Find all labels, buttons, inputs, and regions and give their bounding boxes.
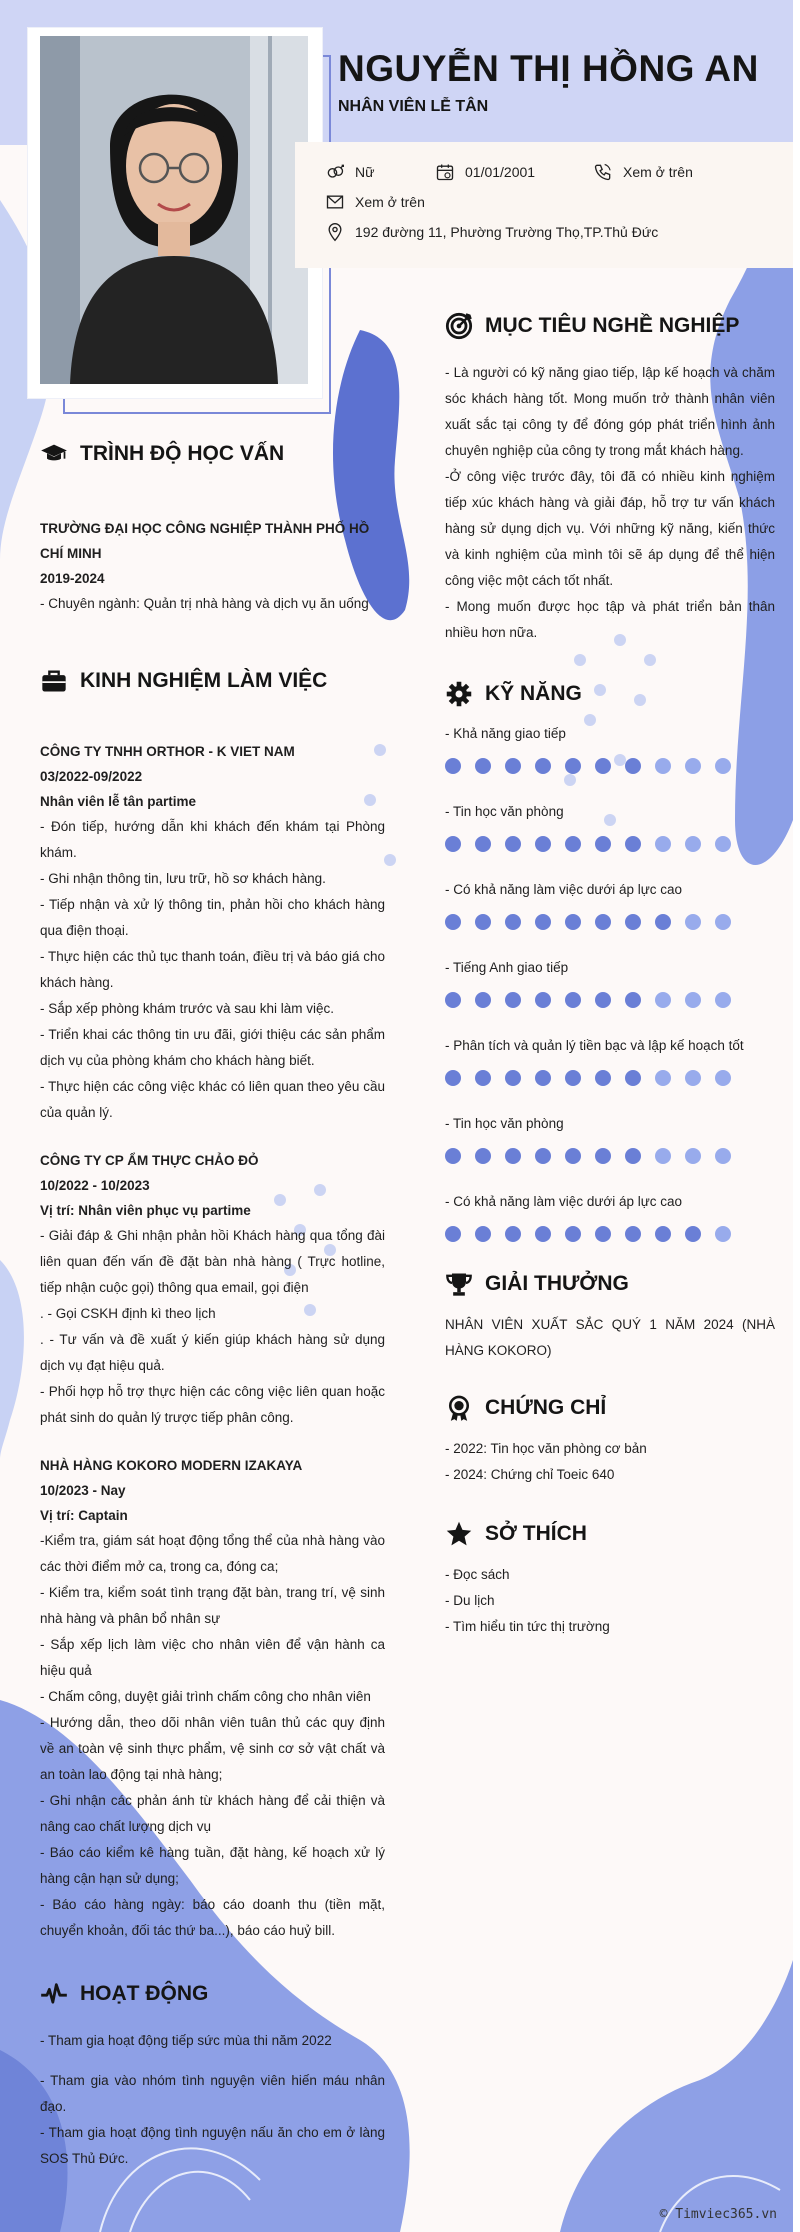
- address-text: 192 đường 11, Phường Trường Thọ,TP.Thủ Đức: [355, 224, 659, 240]
- certificates-section: [445, 1394, 775, 1488]
- star-icon: [445, 1520, 473, 1548]
- activities-title: HOẠT ĐỘNG: [80, 1982, 209, 2005]
- job-role: Nhân viên lễ tân partime: [40, 794, 197, 809]
- certificates-heading: [445, 1394, 775, 1422]
- left-column: [40, 440, 385, 2172]
- skill-rating-dot: [535, 1148, 551, 1164]
- skills-list: [445, 726, 775, 1242]
- job-detail: - Kiểm tra, kiểm soát tình trạng đặt bàn, trang trí, vệ sinh nhà hàng và phân bổ nhân sự: [40, 1585, 385, 1626]
- skill-rating-dot: [505, 1070, 521, 1086]
- skill-rating: [445, 914, 775, 930]
- hobbies-heading: [445, 1520, 775, 1548]
- calendar-icon: [435, 162, 455, 182]
- skill-rating-dot: [655, 758, 671, 774]
- skill-rating: [445, 992, 775, 1008]
- contact-address: [325, 222, 658, 242]
- target-icon: [445, 312, 473, 340]
- skill-rating-dot: [445, 1070, 461, 1086]
- skill-rating-dot: [565, 836, 581, 852]
- job-detail: . - Gọi CSKH định kì theo lịch: [40, 1306, 216, 1321]
- school-name: TRƯỜNG ĐẠI HỌC CÔNG NGHIỆP THÀNH PHỐ HỒ CHÍ MINH: [40, 521, 370, 561]
- skill-rating-dot: [565, 992, 581, 1008]
- education-heading: [40, 440, 385, 468]
- skill-rating-dot: [535, 914, 551, 930]
- skill-rating-dot: [685, 992, 701, 1008]
- job-detail: - Phối hợp hỗ trợ thực hiện các công việc liên quan hoặc phát sinh do quản lý trược tiếp phân công.: [40, 1384, 385, 1425]
- skill-rating-dot: [505, 1226, 521, 1242]
- skills-heading: [445, 680, 775, 708]
- skill-row: [445, 1038, 775, 1086]
- skill-rating-dot: [445, 1148, 461, 1164]
- skill-rating-dot: [685, 914, 701, 930]
- skill-name: - Khả năng giao tiếp: [445, 726, 566, 741]
- skill-rating-dot: [625, 1070, 641, 1086]
- hobbies-title: SỞ THÍCH: [485, 1522, 587, 1545]
- skill-rating: [445, 836, 775, 852]
- skill-rating-dot: [505, 758, 521, 774]
- contact-panel: [295, 142, 793, 268]
- job-entry: [40, 739, 385, 1126]
- objective-paragraph: - Mong muốn được học tập và phát triển bản thân nhiều hơn nữa.: [445, 599, 775, 640]
- job-detail: - Triển khai các thông tin ưu đãi, giới thiệu các sản phẩm dịch vụ của phòng khám cho khách hàng biết.: [40, 1027, 385, 1068]
- skill-row: [445, 960, 775, 1008]
- skill-rating-dot: [445, 1226, 461, 1242]
- job-period: 03/2022-09/2022: [40, 769, 143, 784]
- skill-rating-dot: [445, 914, 461, 930]
- trophy-icon: [445, 1270, 473, 1298]
- hobby-item: - Đọc sách: [445, 1567, 510, 1582]
- skills-title: KỸ NĂNG: [485, 682, 582, 705]
- location-pin-icon: [325, 222, 345, 242]
- skill-rating-dot: [565, 1226, 581, 1242]
- skill-rating: [445, 1148, 775, 1164]
- contact-email: [325, 192, 425, 212]
- skill-rating-dot: [535, 1226, 551, 1242]
- job-detail: - Báo cáo hàng ngày: báo cáo doanh thu (tiền mặt, chuyển khoản, đối tác thứ ba...), báo cáo huỷ bill.: [40, 1897, 385, 1938]
- skill-rating-dot: [475, 914, 491, 930]
- skill-rating: [445, 1070, 775, 1086]
- awards-title: GIẢI THƯỞNG: [485, 1272, 629, 1295]
- skill-rating-dot: [715, 1070, 731, 1086]
- education-major: - Chuyên ngành: Quản trị nhà hàng và dịch vụ ăn uống: [40, 596, 369, 611]
- education-period: 2019-2024: [40, 571, 105, 586]
- job-detail: - Ghi nhận các phản ánh từ khách hàng để cải thiện và nâng cao chất lượng dịch vụ: [40, 1793, 385, 1834]
- skill-name: - Phân tích và quản lý tiền bạc và lập kế hoạch tốt: [445, 1038, 744, 1053]
- experience-section: [40, 667, 385, 1944]
- skill-rating-dot: [715, 1148, 731, 1164]
- skill-row: [445, 726, 775, 774]
- envelope-icon: [325, 192, 345, 212]
- gender-icon: [325, 162, 345, 182]
- job-detail: - Hướng dẫn, theo dõi nhân viên tuân thủ các quy định về an toàn vệ sinh thực phẩm, vệ sinh cơ sở vật chất và an toàn lao động tại nhà hàng;: [40, 1715, 385, 1782]
- skill-rating-dot: [595, 992, 611, 1008]
- skill-rating-dot: [505, 992, 521, 1008]
- job-detail: - Sắp xếp phòng khám trước và sau khi làm việc.: [40, 1001, 335, 1016]
- skill-rating-dot: [505, 1148, 521, 1164]
- skill-name: - Tiếng Anh giao tiếp: [445, 960, 569, 975]
- skill-rating-dot: [655, 1148, 671, 1164]
- job-role: Vị trí: Nhân viên phục vụ partime: [40, 1203, 251, 1218]
- watermark: © Timviec365.vn: [659, 2207, 777, 2222]
- skill-name: - Tin học văn phòng: [445, 1116, 564, 1131]
- phone-icon: [593, 162, 613, 182]
- skill-rating-dot: [475, 992, 491, 1008]
- job-company: CÔNG TY TNHH ORTHOR - K VIET NAM: [40, 744, 295, 759]
- experience-heading: [40, 667, 385, 695]
- skill-rating-dot: [655, 992, 671, 1008]
- skill-row: [445, 1194, 775, 1242]
- activity-item: - Tham gia hoạt động tiếp sức mùa thi năm 2022: [40, 2033, 332, 2048]
- hobby-item: - Du lịch: [445, 1593, 495, 1608]
- right-column: [445, 300, 775, 1640]
- job-title: NHÂN VIÊN LỄ TÂN: [338, 98, 489, 115]
- job-role: Vị trí: Captain: [40, 1508, 128, 1523]
- skill-rating-dot: [655, 1070, 671, 1086]
- birthday-text: 01/01/2001: [465, 164, 536, 180]
- medal-icon: [445, 1394, 473, 1422]
- skill-rating-dot: [475, 836, 491, 852]
- graduation-cap-icon: [40, 440, 68, 468]
- objective-section: [445, 312, 775, 646]
- skill-rating-dot: [715, 914, 731, 930]
- candidate-name: NGUYỄN THỊ HỒNG AN: [338, 48, 759, 89]
- job-entry: [40, 1453, 385, 1944]
- objective-heading: [445, 312, 775, 340]
- job-company: CÔNG TY CP ẨM THỰC CHẢO ĐỎ: [40, 1153, 259, 1168]
- job-detail: - Chấm công, duyệt giải trình chấm công cho nhân viên: [40, 1689, 371, 1704]
- job-detail: - Sắp xếp lịch làm việc cho nhân viên để vận hành ca hiệu quả: [40, 1637, 385, 1678]
- skill-rating-dot: [535, 1070, 551, 1086]
- phone-text: Xem ở trên: [623, 164, 693, 180]
- email-text: Xem ở trên: [355, 194, 425, 210]
- skill-row: [445, 1116, 775, 1164]
- skill-rating-dot: [595, 914, 611, 930]
- skill-row: [445, 882, 775, 930]
- gender-text: Nữ: [355, 164, 375, 180]
- contact-gender: [325, 162, 374, 182]
- skill-rating-dot: [595, 1070, 611, 1086]
- hobby-item: - Tìm hiểu tin tức thị trường: [445, 1619, 610, 1634]
- job-detail: - Đón tiếp, hướng dẫn khi khách đến khám tại Phòng khám.: [40, 819, 385, 860]
- skill-rating-dot: [535, 992, 551, 1008]
- skill-rating-dot: [595, 1226, 611, 1242]
- skill-rating-dot: [685, 758, 701, 774]
- activities-section: [40, 1980, 385, 2172]
- skill-row: [445, 804, 775, 852]
- objective-title: MỤC TIÊU NGHỀ NGHIỆP: [485, 314, 740, 337]
- skill-rating-dot: [655, 836, 671, 852]
- briefcase-icon: [40, 667, 68, 695]
- skill-rating-dot: [535, 758, 551, 774]
- skill-rating-dot: [595, 836, 611, 852]
- profile-photo-illustration: [40, 36, 308, 384]
- skill-rating-dot: [625, 914, 641, 930]
- job-detail: - Báo cáo kiểm kê hàng tuần, đặt hàng, kế hoạch xử lý hàng cận hạn sử dụng;: [40, 1845, 385, 1886]
- skill-rating-dot: [505, 914, 521, 930]
- skill-name: - Tin học văn phòng: [445, 804, 564, 819]
- skill-rating-dot: [565, 1070, 581, 1086]
- skill-rating-dot: [685, 1070, 701, 1086]
- job-detail: - Giải đáp & Ghi nhận phản hồi Khách hàng qua tổng đài liên quan đến vấn đề đặt bàn nhà hàng ( Trực hotline, tiếp nhận cuộc gọi) thông qua email, gọi điện: [40, 1228, 385, 1295]
- photo-frame: [28, 28, 322, 398]
- job-company: NHÀ HÀNG KOKORO MODERN IZAKAYA: [40, 1458, 303, 1473]
- job-detail: -Kiểm tra, giám sát hoạt động tổng thể của nhà hàng vào các thời điểm mở ca, trong ca, đóng ca;: [40, 1533, 385, 1574]
- certificate-item: - 2024: Chứng chỉ Toeic 640: [445, 1467, 615, 1482]
- activity-item: - Tham gia vào nhóm tình nguyện viên hiến máu nhân đạo.: [40, 2073, 385, 2114]
- skill-rating-dot: [565, 1148, 581, 1164]
- hobbies-section: [445, 1520, 775, 1640]
- skill-rating-dot: [715, 836, 731, 852]
- skill-rating-dot: [715, 758, 731, 774]
- certificates-title: CHỨNG CHỈ: [485, 1396, 607, 1419]
- skill-rating-dot: [535, 836, 551, 852]
- job-detail: - Ghi nhận thông tin, lưu trữ, hồ sơ khách hàng.: [40, 871, 326, 886]
- gear-icon: [445, 680, 473, 708]
- skill-rating-dot: [685, 1226, 701, 1242]
- skill-rating-dot: [715, 992, 731, 1008]
- profile-photo: [40, 36, 308, 384]
- awards-section: [445, 1270, 775, 1364]
- skill-rating-dot: [625, 1226, 641, 1242]
- job-detail: - Thực hiện các công việc khác có liên quan theo yêu cầu của quản lý.: [40, 1079, 385, 1120]
- job-detail: . - Tư vấn và đề xuất ý kiến giúp khách hàng sử dụng dịch vụ đạt hiệu quả.: [40, 1332, 385, 1373]
- skill-rating-dot: [475, 1148, 491, 1164]
- skill-rating-dot: [685, 1148, 701, 1164]
- job-detail: - Thực hiện các thủ tục thanh toán, điều trị và báo giá cho khách hàng.: [40, 949, 386, 990]
- skill-rating: [445, 1226, 775, 1242]
- activity-item: - Tham gia hoạt động tình nguyện nấu ăn cho em ở làng SOS Thủ Đức.: [40, 2125, 385, 2166]
- skill-name: - Có khả năng làm việc dưới áp lực cao: [445, 1194, 683, 1209]
- skills-section: [445, 680, 775, 1242]
- skill-rating-dot: [715, 1226, 731, 1242]
- skill-rating-dot: [445, 836, 461, 852]
- job-entry: [40, 1148, 385, 1431]
- skill-rating-dot: [475, 1070, 491, 1086]
- job-period: 10/2023 - Nay: [40, 1483, 126, 1498]
- skill-rating-dot: [685, 836, 701, 852]
- award-item: NHÂN VIÊN XUẤT SẮC QUÝ 1 NĂM 2024 (NHÀ HÀNG KOKORO): [445, 1317, 775, 1358]
- skill-rating-dot: [625, 992, 641, 1008]
- awards-heading: [445, 1270, 775, 1298]
- skill-rating-dot: [475, 758, 491, 774]
- activities-heading: [40, 1980, 385, 2008]
- job-detail: - Tiếp nhận và xử lý thông tin, phản hồi cho khách hàng qua điện thoại.: [40, 897, 385, 938]
- skill-rating: [445, 758, 775, 774]
- education-title: TRÌNH ĐỘ HỌC VẤN: [80, 442, 285, 465]
- skill-rating-dot: [565, 914, 581, 930]
- skill-rating-dot: [625, 1148, 641, 1164]
- contact-phone: [593, 162, 693, 182]
- pulse-icon: [40, 1980, 68, 2008]
- skill-name: - Có khả năng làm việc dưới áp lực cao: [445, 882, 683, 897]
- skill-rating-dot: [655, 914, 671, 930]
- objective-paragraph: -Ở công việc trước đây, tôi đã có nhiều kinh nghiệm tiếp xúc khách hàng và giải đáp, hỗ trợ tư vấn khách hàng sử dụng dịch vụ. Với những kỹ năng, kiến thức và kinh nghiệm của mình tôi sẽ áp dụng để thể hiện công việc một cách tốt nhất.: [445, 469, 775, 588]
- education-section: [40, 440, 385, 617]
- skill-rating-dot: [445, 758, 461, 774]
- objective-paragraph: - Là người có kỹ năng giao tiếp, lập kế hoạch và chăm sóc khách hàng tốt. Mong muốn trở thành nhân viên xuất sắc tại công ty để đóng góp phát triển hình ảnh chuyên nghiệp của công ty trong mắt khách hàng.: [445, 365, 775, 458]
- experience-title: KINH NGHIỆM LÀM VIỆC: [80, 669, 328, 692]
- skill-rating-dot: [445, 992, 461, 1008]
- skill-rating-dot: [565, 758, 581, 774]
- skill-rating-dot: [595, 758, 611, 774]
- skill-rating-dot: [595, 1148, 611, 1164]
- skill-rating-dot: [625, 836, 641, 852]
- job-period: 10/2022 - 10/2023: [40, 1178, 150, 1193]
- skill-rating-dot: [505, 836, 521, 852]
- certificate-item: - 2022: Tin học văn phòng cơ bản: [445, 1441, 647, 1456]
- skill-rating-dot: [655, 1226, 671, 1242]
- skill-rating-dot: [625, 758, 641, 774]
- skill-rating-dot: [475, 1226, 491, 1242]
- contact-birthday: [435, 162, 535, 182]
